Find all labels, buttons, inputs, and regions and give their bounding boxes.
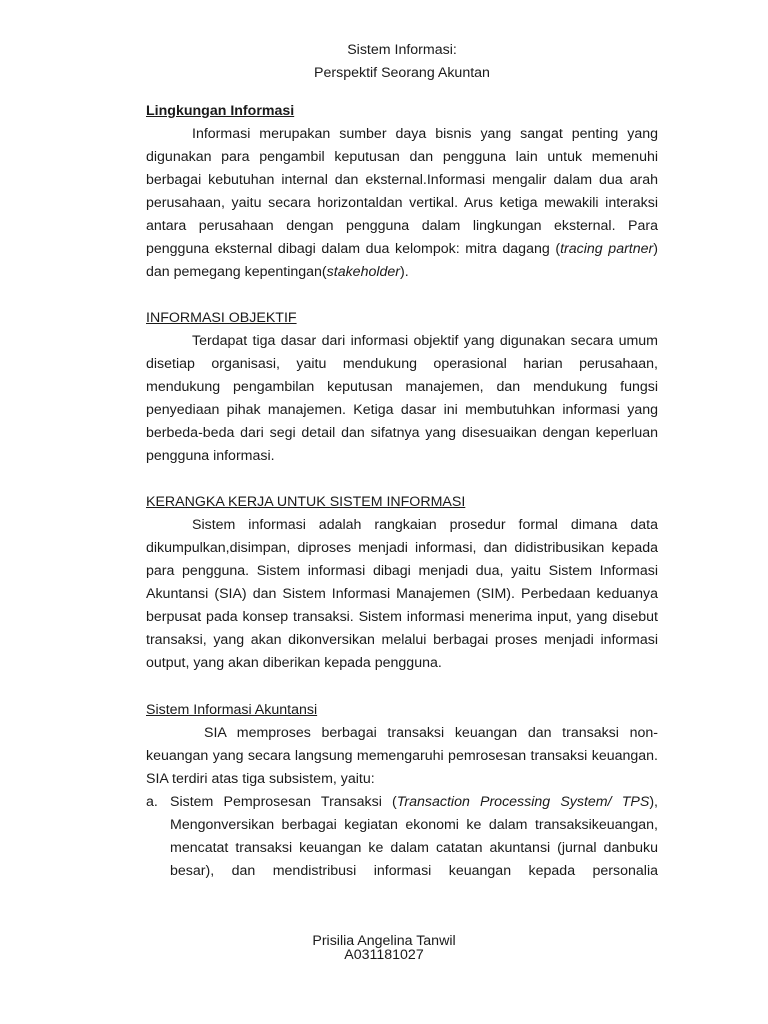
paragraph-line [146, 261, 658, 284]
text-run: pengguna eksternal dibagi dalam dua kelompok: mitra dagang ( [146, 241, 561, 257]
paragraph-line: berbagai kebutuhan internal dan eksternal.Informasi mengalir dalam dua arah [146, 172, 658, 188]
italic-term: tracing partner [560, 241, 654, 257]
section-heading: Sistem Informasi Akuntansi [146, 702, 318, 718]
section-heading: KERANGKA KERJA UNTUK SISTEM INFORMASI [146, 494, 466, 510]
section-paragraph [146, 722, 658, 791]
footer-author: Prisilia Angelina Tanwil [312, 933, 456, 949]
section-heading: INFORMASI OBJEKTIF [146, 310, 297, 326]
paragraph-line: perusahaan, yaitu secara horizontaldan vertikal. Arus ketiga mewakili interaksi [146, 195, 658, 211]
italic-term: stakeholder [326, 264, 401, 280]
section-paragraph [146, 123, 658, 284]
paragraph-line: antara perusahaan dengan pengguna dalam lingkungan eksternal. Para [146, 218, 658, 234]
section-informasi-objektif [146, 307, 658, 468]
section-paragraph [146, 330, 658, 468]
document-subtitle: Perspektif Seorang Akuntan [314, 65, 490, 81]
paragraph-line: disetiap organisasi, yaitu mendukung operasional harian perusahaan, [146, 356, 658, 372]
paragraph-line: para pengguna. Sistem informasi dibagi menjadi dua, yaitu Sistem Informasi [146, 563, 658, 579]
list-line: Mengonversikan berbagai kegiatan ekonomi ke dalam transaksikeuangan, [170, 817, 658, 833]
paragraph-line: berpusat pada konsep transaksi. Sistem informasi menerima input, yang disebut [146, 609, 658, 625]
section-kerangka-kerja [146, 491, 658, 675]
paragraph-line: mendukung pengambilan keputusan manajemen, dan mendukung fungsi [146, 379, 658, 395]
italic-term: Transaction Processing System/ TPS [396, 794, 650, 810]
paragraph-line: penyediaan pihak manajemen. Ketiga dasar ini membutuhkan informasi yang [146, 402, 658, 418]
list-line [170, 791, 658, 814]
section-lingkungan-informasi [146, 100, 658, 284]
paragraph-line: Sistem informasi adalah rangkaian prosedur formal dimana data [192, 517, 658, 533]
paragraph-line: berbeda-beda dari segi detail dan sifatnya yang disesuaikan dengan keperluan [146, 425, 658, 441]
paragraph-line: SIA memproses berbagai transaksi keuangan dan transaksi non- [204, 725, 658, 741]
list-marker: a. [146, 794, 158, 810]
paragraph-line: SIA terdiri atas tiga subsistem, yaitu: [146, 771, 375, 787]
paragraph-line: Akuntansi (SIA) dan Sistem Informasi Manajemen (SIM). Perbedaan keduanya [146, 586, 658, 602]
paragraph-line: transaksi, yang akan dikonversikan melalui berbagai proses menjadi informasi [146, 632, 658, 648]
paragraph-line: Informasi merupakan sumber daya bisnis yang sangat penting yang [192, 126, 658, 142]
paragraph-line: dikumpulkan,disimpan, diproses menjadi informasi, dan didistribusikan kepada [146, 540, 658, 556]
document-title: Sistem Informasi: [347, 42, 457, 58]
paragraph-line [146, 238, 658, 261]
text-run: ), [649, 794, 658, 810]
paragraph-line: keuangan yang secara langsung memengaruhi pemrosesan transaksi keuangan. [146, 748, 658, 764]
section-paragraph [146, 514, 658, 675]
list-item [146, 791, 658, 883]
paragraph-line: digunakan para pengambil keputusan dan pengguna lain untuk memenuhi [146, 149, 658, 165]
list-line: mencatat transaksi keuangan ke dalam catatan akuntansi (jurnal danbuku [170, 840, 658, 856]
text-run: ) [653, 241, 658, 257]
list-line: besar), dan mendistribusi informasi keuangan kepada personalia [170, 863, 658, 879]
text-run: Sistem Pemprosesan Transaksi ( [170, 794, 397, 810]
section-sia [146, 699, 658, 791]
footer-student-id: A031181027 [344, 947, 424, 963]
paragraph-line: pengguna informasi. [146, 448, 275, 464]
text-run: dan pemegang kepentingan( [146, 264, 327, 280]
subsystem-list [146, 791, 658, 883]
paragraph-line: Terdapat tiga dasar dari informasi objektif yang digunakan secara umum [192, 333, 658, 349]
paragraph-line: output, yang akan diberikan kepada pengguna. [146, 655, 442, 671]
text-run: ). [400, 264, 409, 280]
section-heading: Lingkungan Informasi [146, 103, 295, 119]
